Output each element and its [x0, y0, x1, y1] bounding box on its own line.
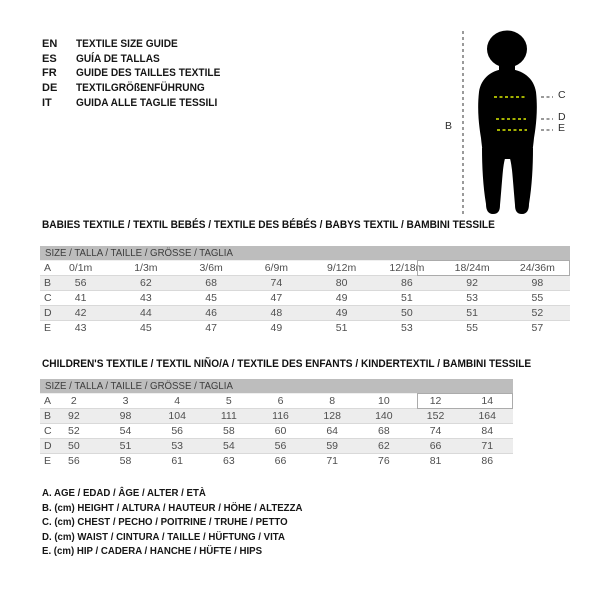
- table-cell: 56: [274, 440, 287, 452]
- table-cell: 47: [270, 292, 283, 304]
- measurement-figure: [445, 26, 597, 224]
- legend-age: A. AGE / EDAD / ÂGE / ALTER / ETÀ: [42, 487, 206, 499]
- table-cell: 54: [119, 425, 132, 437]
- guide-title: GUÍA DE TALLAS: [76, 52, 160, 65]
- table-cell: 56: [171, 425, 184, 437]
- row-label: E: [44, 322, 52, 334]
- row-label: D: [44, 307, 52, 319]
- chest-line-outer: [541, 96, 553, 98]
- table-cell: 2: [70, 395, 77, 407]
- table-cell: 60: [274, 425, 287, 437]
- table-cell: 47: [205, 322, 217, 334]
- table-cell: 0/1m: [68, 262, 93, 274]
- row-label: C: [44, 425, 52, 437]
- table-cell: 18/24m: [454, 262, 490, 274]
- table-cell: 6/9m: [264, 262, 289, 274]
- table-cell: 51: [401, 292, 413, 304]
- children-table-title: CHILDREN'S TEXTILE / TEXTIL NIÑO/A / TEXTILE DES ENFANTS / KINDERTEXTIL / BAMBINI TESSILE: [42, 358, 532, 370]
- table-cell: 4: [174, 395, 181, 407]
- language-code: FR: [42, 67, 57, 80]
- table-cell: 45: [205, 292, 217, 304]
- table-cell: 49: [270, 322, 283, 334]
- table-cell: 80: [335, 277, 348, 289]
- table-cell: 51: [466, 307, 478, 319]
- table-row: [40, 453, 513, 468]
- children-size-table: [40, 379, 513, 468]
- language-code: ES: [42, 52, 57, 65]
- chest-label-c: C: [558, 89, 566, 101]
- size-header-band: [40, 246, 570, 260]
- language-row: [42, 37, 233, 52]
- table-cell: 52: [67, 425, 80, 437]
- table-cell: 49: [335, 307, 348, 319]
- table-cell: 51: [119, 440, 132, 452]
- table-cell: 152: [426, 410, 445, 422]
- waist-line-inner: [496, 118, 526, 120]
- chest-line-inner: [494, 96, 527, 98]
- table-row: [40, 305, 570, 320]
- table-cell: 56: [67, 455, 80, 467]
- table-cell: 92: [67, 410, 80, 422]
- table-cell: 5: [225, 395, 232, 407]
- row-label: A: [44, 395, 52, 407]
- row-label: D: [44, 440, 52, 452]
- table-cell: 24/36m: [519, 262, 555, 274]
- table-cell: 64: [326, 425, 339, 437]
- table-cell: 43: [74, 322, 87, 334]
- table-cell: 3/6m: [199, 262, 223, 274]
- table-cell: 41: [74, 292, 87, 304]
- table-cell: 104: [168, 410, 186, 422]
- language-code: IT: [42, 96, 52, 109]
- table-cell: 74: [429, 425, 442, 437]
- size-header-label: SIZE / TALLA / TAILLE / GRÖSSE / TAGLIA: [45, 247, 233, 259]
- table-cell: 66: [429, 440, 442, 452]
- table-cell: 140: [375, 410, 393, 422]
- table-row: [40, 260, 570, 275]
- babies-table-body: [40, 260, 570, 335]
- table-cell: 63: [223, 455, 235, 467]
- table-cell: 92: [466, 277, 478, 289]
- table-cell: 50: [401, 307, 413, 319]
- table-cell: 55: [531, 292, 544, 304]
- row-label: C: [44, 292, 52, 304]
- table-cell: 14: [481, 395, 494, 407]
- table-row: [40, 290, 570, 305]
- table-cell: 116: [272, 410, 289, 422]
- table-cell: 51: [335, 322, 348, 334]
- table-cell: 58: [119, 455, 132, 467]
- babies-table-title: BABIES TEXTILE / TEXTIL BEBÉS / TEXTILE DES BÉBÉS / BABYS TEXTIL / BAMBINI TESSILE: [42, 219, 495, 231]
- table-cell: 128: [323, 410, 341, 422]
- table-cell: 74: [270, 277, 283, 289]
- table-cell: 52: [531, 307, 544, 319]
- table-cell: 8: [329, 395, 336, 407]
- row-label: B: [44, 410, 52, 422]
- size-header-label: SIZE / TALLA / TAILLE / GRÖSSE / TAGLIA: [45, 380, 233, 392]
- table-cell: 53: [401, 322, 413, 334]
- table-cell: 12/18m: [389, 262, 425, 274]
- row-label: A: [44, 262, 52, 274]
- language-row: [42, 52, 233, 67]
- table-cell: 12: [429, 395, 442, 407]
- table-cell: 111: [220, 410, 237, 422]
- table-cell: 98: [531, 277, 544, 289]
- table-cell: 43: [140, 292, 152, 304]
- guide-title: TEXTILE SIZE GUIDE: [76, 38, 178, 51]
- language-title-list: [42, 37, 233, 110]
- hip-label-e: E: [558, 122, 566, 134]
- legend-hip: E. (cm) HIP / CADERA / HANCHE / HÜFTE / HIPS: [42, 545, 263, 558]
- table-cell: 68: [378, 425, 390, 437]
- table-cell: 42: [74, 307, 87, 319]
- language-row: [42, 81, 233, 96]
- table-cell: 49: [335, 292, 348, 304]
- table-row: [40, 423, 513, 438]
- table-cell: 57: [531, 322, 544, 334]
- table-cell: 53: [466, 292, 478, 304]
- table-cell: 62: [140, 277, 152, 289]
- table-cell: 61: [171, 455, 184, 467]
- hip-line-inner: [497, 129, 527, 131]
- table-cell: 98: [119, 410, 132, 422]
- row-label: E: [44, 455, 52, 467]
- table-cell: 71: [481, 440, 494, 452]
- row-label: B: [44, 277, 52, 289]
- legend-height: B. (cm) HEIGHT / ALTURA / HAUTEUR / HÖHE / ALTEZZA: [42, 501, 303, 514]
- table-cell: 59: [326, 440, 339, 452]
- hip-line-outer: [541, 129, 553, 131]
- legend-waist: D. (cm) WAIST / CINTURA / TAILLE / HÜFTUNG / VITA: [42, 530, 285, 543]
- table-cell: 76: [378, 455, 390, 467]
- language-code: EN: [42, 38, 58, 51]
- table-cell: 84: [481, 425, 494, 437]
- table-cell: 50: [67, 440, 80, 452]
- table-cell: 62: [378, 440, 390, 452]
- table-row: [40, 438, 513, 453]
- table-cell: 45: [140, 322, 152, 334]
- size-header-band: [40, 379, 513, 393]
- table-cell: 81: [429, 455, 442, 467]
- table-cell: 66: [274, 455, 287, 467]
- children-table-body: [40, 393, 513, 468]
- table-row: [40, 275, 570, 290]
- table-cell: 71: [326, 455, 339, 467]
- language-code: DE: [42, 82, 58, 95]
- child-silhouette-figure: [455, 28, 565, 218]
- table-cell: 44: [140, 307, 152, 319]
- table-cell: 58: [223, 425, 235, 437]
- waist-line-outer: [541, 118, 553, 120]
- waist-label-d: D: [558, 111, 566, 123]
- table-cell: 10: [378, 395, 390, 407]
- table-cell: 46: [205, 307, 217, 319]
- table-cell: 68: [205, 277, 217, 289]
- table-cell: 9/12m: [327, 262, 357, 274]
- measurement-legend: [42, 487, 325, 560]
- table-cell: 54: [223, 440, 235, 452]
- table-cell: 164: [478, 410, 496, 422]
- guide-title: TEXTILGRÖßENFÜHRUNG: [76, 82, 205, 95]
- babies-size-table: [40, 246, 570, 335]
- legend-chest: C. (cm) CHEST / PECHO / POITRINE / TRUHE / PETTO: [42, 516, 288, 529]
- table-cell: 86: [401, 277, 413, 289]
- table-cell: 3: [122, 395, 129, 407]
- guide-title: GUIDA ALLE TAGLIE TESSILI: [76, 96, 218, 109]
- language-row: [42, 66, 233, 81]
- table-cell: 48: [270, 307, 283, 319]
- table-cell: 55: [466, 322, 478, 334]
- table-row: [40, 320, 570, 335]
- table-cell: 86: [481, 455, 494, 467]
- table-row: [40, 393, 513, 408]
- table-row: [40, 408, 513, 423]
- table-cell: 56: [74, 277, 87, 289]
- table-cell: 53: [171, 440, 184, 452]
- language-row: [42, 95, 233, 110]
- height-label-b: B: [445, 120, 453, 132]
- table-cell: 6: [277, 395, 284, 407]
- guide-title: GUIDE DES TAILLES TEXTILE: [76, 67, 221, 80]
- table-cell: 1/3m: [134, 262, 158, 274]
